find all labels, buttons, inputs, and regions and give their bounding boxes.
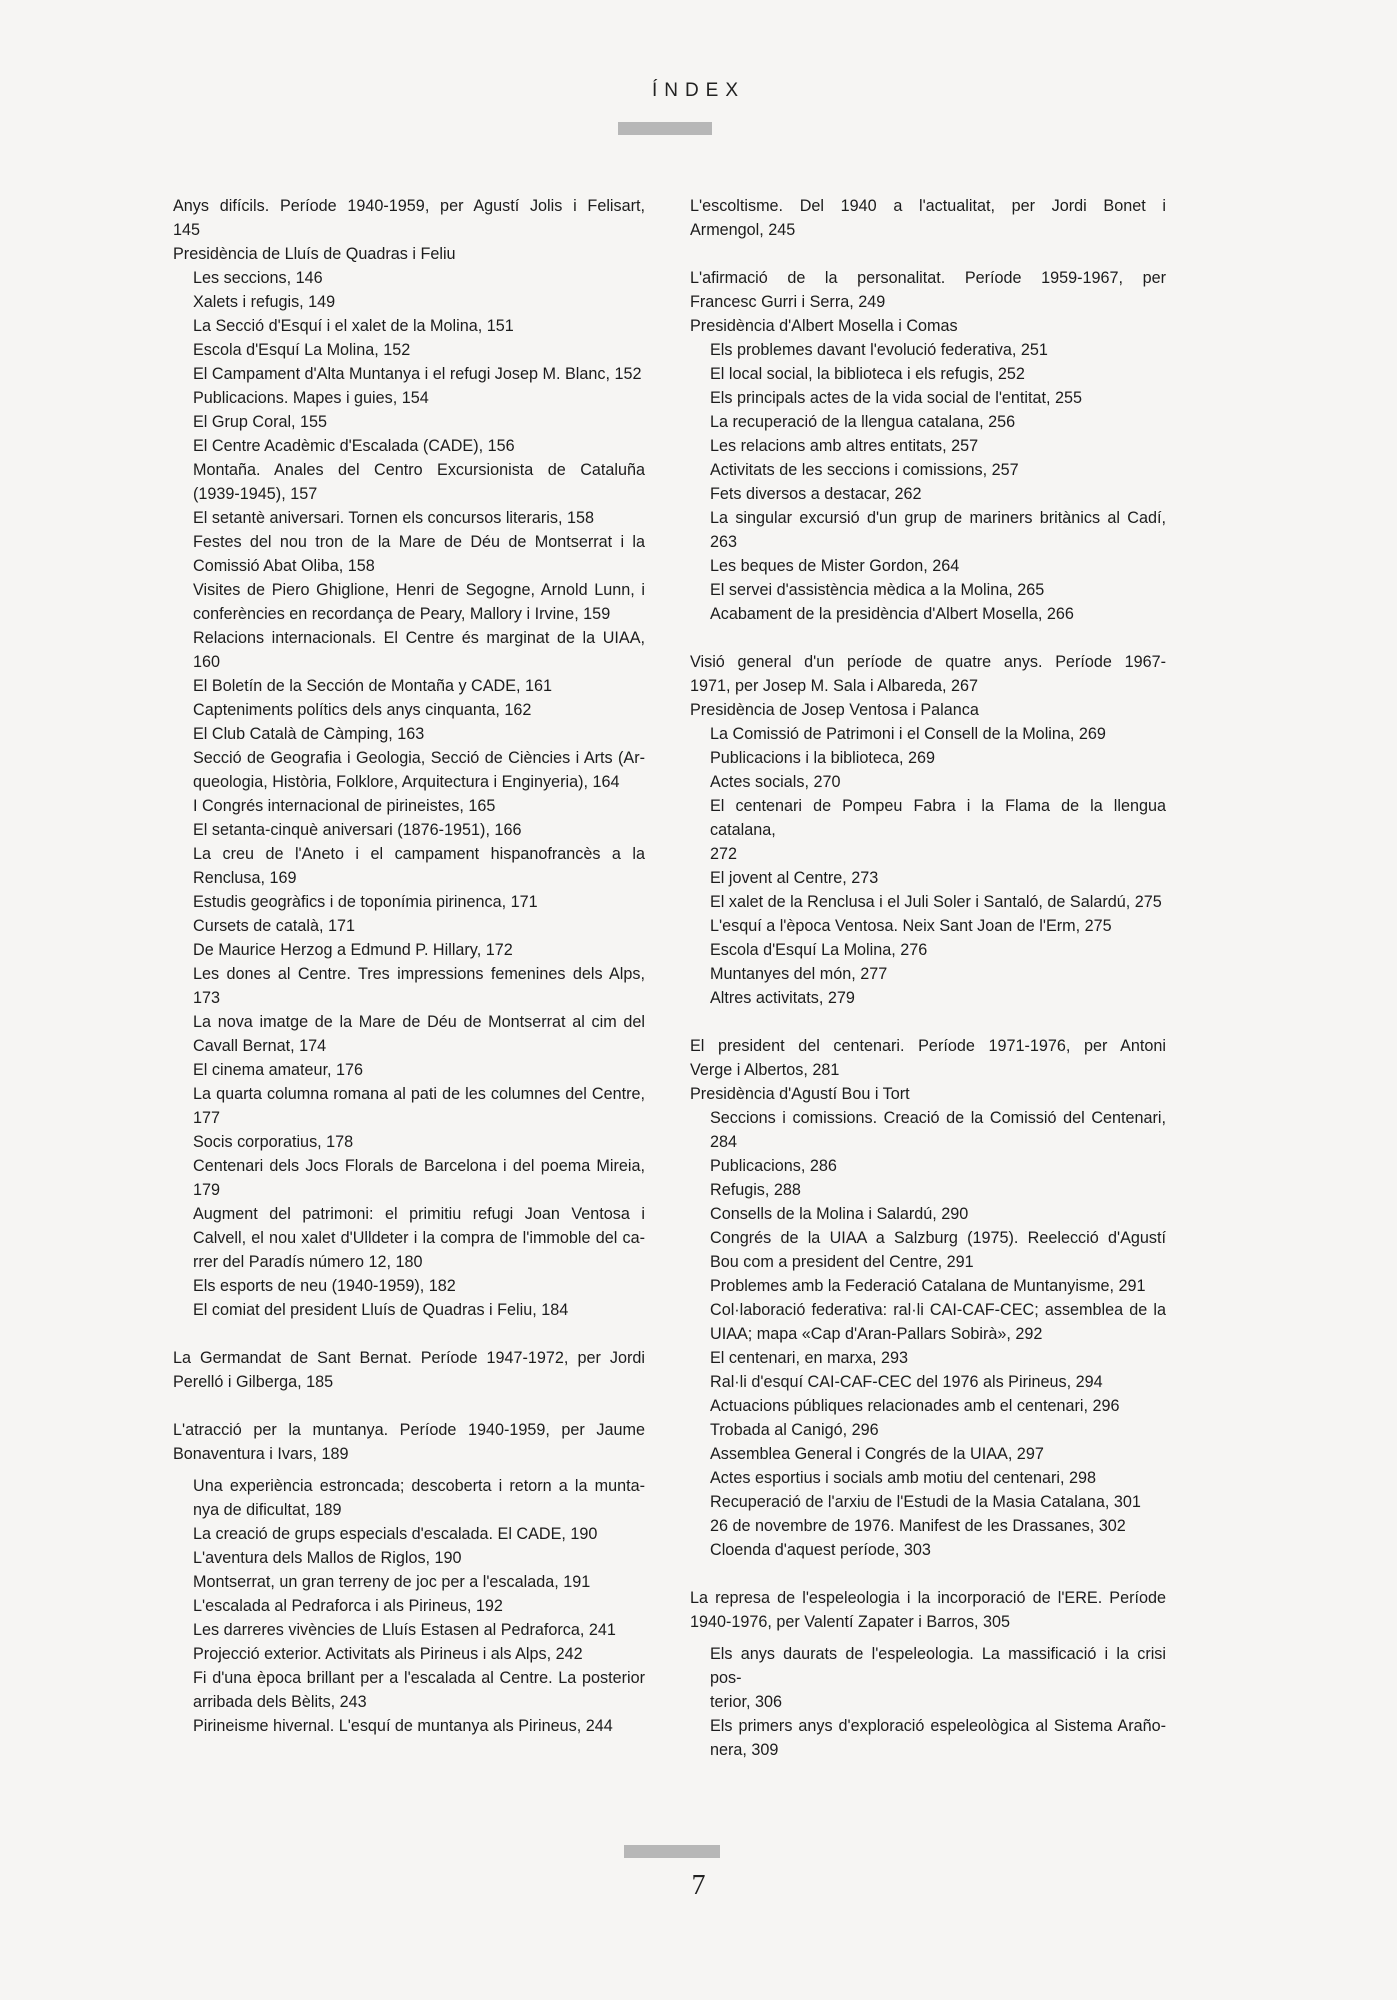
entry-line: Projecció exterior. Activitats als Pirineus i als Alps, 242 bbox=[193, 1645, 583, 1663]
entry-line: La nova imatge de la Mare de Déu de Montserrat al cim del bbox=[193, 1013, 645, 1031]
toc-entry bbox=[710, 962, 1166, 986]
entry-line: Relacions internacionals. El Centre és marginat de la UIAA, bbox=[193, 629, 645, 647]
entry-line: 284 bbox=[710, 1133, 738, 1151]
entry-line: El Grup Coral, 155 bbox=[193, 413, 328, 431]
section-heading bbox=[690, 1034, 1166, 1082]
entry-line: La creació de grups especials d'escalada. El CADE, 190 bbox=[193, 1525, 598, 1543]
entry-line: Recuperació de l'arxiu de l'Estudi de la Masia Catalana, 301 bbox=[710, 1493, 1141, 1511]
section-heading bbox=[690, 1586, 1166, 1634]
toc-entries bbox=[690, 1106, 1166, 1562]
toc-entry bbox=[193, 290, 645, 314]
entry-line: Cursets de català, 171 bbox=[193, 917, 355, 935]
toc-entry bbox=[193, 1130, 645, 1154]
toc-entry bbox=[193, 1618, 645, 1642]
entry-line: El setanta-cinquè aniversari (1876-1951), 166 bbox=[193, 821, 522, 839]
heading-line: Visió general d'un període de quatre anys. Període 1967- bbox=[690, 653, 1166, 671]
section-heading bbox=[173, 194, 645, 242]
toc-entry bbox=[710, 890, 1166, 914]
heading-line: L'afirmació de la personalitat. Període 1959-1967, per bbox=[690, 269, 1166, 287]
toc-entry bbox=[710, 1202, 1166, 1226]
entry-line: Publicacions. Mapes i guies, 154 bbox=[193, 389, 429, 407]
entry-line: Altres activitats, 279 bbox=[710, 989, 855, 1007]
entry-line: Augment del patrimoni: el primitiu refugi Joan Ventosa i bbox=[193, 1205, 645, 1223]
heading-line: Francesc Gurri i Serra, 249 bbox=[690, 293, 886, 311]
heading-line: L'escoltisme. Del 1940 a l'actualitat, per Jordi Bonet i bbox=[690, 197, 1166, 215]
toc-entry bbox=[193, 578, 645, 626]
entry-line: Montserrat, un gran terreny de joc per a l'escalada, 191 bbox=[193, 1573, 591, 1591]
right-column bbox=[690, 194, 1166, 1786]
toc-entry bbox=[710, 1514, 1166, 1538]
entry-line: Fi d'una època brillant per a l'escalada al Centre. La posterior bbox=[193, 1669, 645, 1687]
entry-line: Assemblea General i Congrés de la UIAA, 297 bbox=[710, 1445, 1044, 1463]
entry-line: Secció de Geografia i Geologia, Secció de Ciències i Arts (Ar- bbox=[193, 749, 645, 767]
entry-line: Pirineisme hivernal. L'esquí de muntanya als Pirineus, 244 bbox=[193, 1717, 613, 1735]
entry-line: Comissió Abat Oliba, 158 bbox=[193, 557, 375, 575]
entry-line: Consells de la Molina i Salardú, 290 bbox=[710, 1205, 969, 1223]
entry-line: Socis corporatius, 178 bbox=[193, 1133, 354, 1151]
entry-line: El servei d'assistència mèdica a la Molina, 265 bbox=[710, 581, 1045, 599]
presidency-subheading: Presidència d'Albert Mosella i Comas bbox=[690, 317, 958, 335]
toc-entry bbox=[193, 1154, 645, 1202]
toc-entries bbox=[690, 722, 1166, 1010]
toc-entry bbox=[193, 962, 645, 1010]
entry-line: Les seccions, 146 bbox=[193, 269, 323, 287]
toc-entry bbox=[710, 722, 1166, 746]
entry-line: I Congrés internacional de pirineistes, 165 bbox=[193, 797, 496, 815]
toc-entry bbox=[710, 482, 1166, 506]
entry-line: Calvell, el nou xalet d'Ulldeter i la compra de l'immoble del ca- bbox=[193, 1229, 645, 1247]
toc-entry bbox=[193, 890, 645, 914]
toc-entry bbox=[193, 1570, 645, 1594]
entry-line: Els anys daurats de l'espeleologia. La massificació i la crisi pos- bbox=[710, 1645, 1166, 1687]
heading-line: La Germandat de Sant Bernat. Període 1947-1972, per Jordi bbox=[173, 1349, 645, 1367]
heading-line: Armengol, 245 bbox=[690, 221, 796, 239]
toc-entry bbox=[193, 506, 645, 530]
entry-line: Centenari dels Jocs Florals de Barcelona i del poema Mireia, bbox=[193, 1157, 645, 1175]
entry-line: Les relacions amb altres entitats, 257 bbox=[710, 437, 979, 455]
entry-line: 179 bbox=[193, 1181, 221, 1199]
section-heading bbox=[690, 266, 1166, 314]
entry-line: El Centre Acadèmic d'Escalada (CADE), 156 bbox=[193, 437, 515, 455]
toc-entry bbox=[193, 338, 645, 362]
entry-line: Les beques de Mister Gordon, 264 bbox=[710, 557, 960, 575]
toc-entry bbox=[193, 458, 645, 506]
toc-entry bbox=[193, 842, 645, 890]
toc-entry bbox=[193, 1298, 645, 1322]
entry-line: Visites de Piero Ghiglione, Henri de Segogne, Arnold Lunn, i bbox=[193, 581, 645, 599]
presidency-subheading: Presidència d'Agustí Bou i Tort bbox=[690, 1085, 910, 1103]
heading-line: L'atracció per la muntanya. Període 1940-1959, per Jaume bbox=[173, 1421, 645, 1439]
toc-entry bbox=[193, 1714, 645, 1738]
toc-entry bbox=[193, 314, 645, 338]
toc-entry bbox=[710, 1714, 1166, 1762]
toc-entry bbox=[193, 386, 645, 410]
toc-entry bbox=[710, 1466, 1166, 1490]
toc-entry bbox=[193, 1202, 645, 1274]
heading-line: El president del centenari. Període 1971-1976, per Antoni bbox=[690, 1037, 1166, 1055]
entry-line: 160 bbox=[193, 653, 221, 671]
toc-entry bbox=[710, 506, 1166, 554]
toc-entry bbox=[193, 746, 645, 794]
entry-line: nera, 309 bbox=[710, 1741, 779, 1759]
toc-entry bbox=[710, 866, 1166, 890]
page-number: 7 bbox=[691, 1870, 706, 1901]
toc-entry bbox=[710, 458, 1166, 482]
toc-entry bbox=[710, 938, 1166, 962]
section-heading bbox=[690, 650, 1166, 698]
toc-entry bbox=[710, 1178, 1166, 1202]
entry-line: Les dones al Centre. Tres impressions femenines dels Alps, bbox=[193, 965, 645, 983]
entry-line: La Secció d'Esquí i el xalet de la Molina, 151 bbox=[193, 317, 514, 335]
toc-entry bbox=[710, 1154, 1166, 1178]
section-heading bbox=[173, 1418, 645, 1466]
entry-line: terior, 306 bbox=[710, 1693, 782, 1711]
toc-entry bbox=[710, 362, 1166, 386]
entry-line: Renclusa, 169 bbox=[193, 869, 297, 887]
entry-line: El local social, la biblioteca i els refugis, 252 bbox=[710, 365, 1025, 383]
toc-entry bbox=[193, 362, 645, 386]
entry-line: El cinema amateur, 176 bbox=[193, 1061, 364, 1079]
entry-line: Seccions i comissions. Creació de la Comissió del Centenari, bbox=[710, 1109, 1166, 1127]
toc-entry bbox=[710, 1370, 1166, 1394]
entry-line: queologia, Història, Folklore, Arquitectura i Enginyeria), 164 bbox=[193, 773, 620, 791]
entry-line: El setantè aniversari. Tornen els concursos literaris, 158 bbox=[193, 509, 594, 527]
entry-line: Els principals actes de la vida social de l'entitat, 255 bbox=[710, 389, 1083, 407]
toc-entry bbox=[710, 410, 1166, 434]
entry-line: El Campament d'Alta Muntanya i el refugi Josep M. Blanc, 152 bbox=[193, 365, 642, 383]
toc-entry bbox=[710, 1274, 1166, 1298]
toc-entry bbox=[193, 530, 645, 578]
entry-line: Escola d'Esquí La Molina, 152 bbox=[193, 341, 411, 359]
toc-entry bbox=[193, 434, 645, 458]
toc-entry bbox=[193, 722, 645, 746]
entry-line: Refugis, 288 bbox=[710, 1181, 801, 1199]
toc-entry bbox=[710, 338, 1166, 362]
entry-line: El xalet de la Renclusa i el Juli Soler i Santaló, de Salardú, 275 bbox=[710, 893, 1162, 911]
entry-line: Publicacions, 286 bbox=[710, 1157, 837, 1175]
entry-line: 177 bbox=[193, 1109, 221, 1127]
entry-line: Publicacions i la biblioteca, 269 bbox=[710, 749, 935, 767]
heading-line: Anys difícils. Període 1940-1959, per Agustí Jolis i Felisart, bbox=[173, 197, 645, 215]
toc-entry bbox=[193, 1642, 645, 1666]
presidency-subheading: Presidència de Lluís de Quadras i Feliu bbox=[173, 245, 456, 263]
toc-entries bbox=[690, 338, 1166, 626]
presidency-subheading: Presidència de Josep Ventosa i Palanca bbox=[690, 701, 979, 719]
entry-line: 173 bbox=[193, 989, 221, 1007]
heading-line: Verge i Albertos, 281 bbox=[690, 1061, 840, 1079]
entry-line: La creu de l'Aneto i el campament hispanofrancès a la bbox=[193, 845, 645, 863]
entry-line: Activitats de les seccions i comissions, 257 bbox=[710, 461, 1019, 479]
toc-entry bbox=[710, 1298, 1166, 1346]
toc-section bbox=[690, 1586, 1166, 1762]
toc-entry bbox=[193, 1082, 645, 1130]
entry-line: Acabament de la presidència d'Albert Mosella, 266 bbox=[710, 605, 1074, 623]
toc-entry bbox=[193, 626, 645, 674]
toc-section bbox=[173, 194, 645, 1322]
entry-line: La Comissió de Patrimoni i el Consell de la Molina, 269 bbox=[710, 725, 1106, 743]
toc-entry bbox=[710, 434, 1166, 458]
entry-line: Cavall Bernat, 174 bbox=[193, 1037, 327, 1055]
index-title: ÍNDEX bbox=[651, 80, 746, 101]
toc-entries bbox=[690, 1642, 1166, 1762]
entry-line: Festes del nou tron de la Mare de Déu de Montserrat i la bbox=[193, 533, 645, 551]
toc-entry bbox=[710, 794, 1166, 866]
toc-section bbox=[690, 266, 1166, 626]
toc-entries bbox=[173, 1474, 645, 1738]
toc-entry bbox=[193, 1666, 645, 1714]
heading-line: Bonaventura i Ivars, 189 bbox=[173, 1445, 349, 1463]
entry-line: Actes socials, 270 bbox=[710, 773, 841, 791]
entry-line: Montaña. Anales del Centro Excursionista de Cataluña bbox=[193, 461, 645, 479]
toc-entry bbox=[710, 1226, 1166, 1274]
toc-section bbox=[173, 1418, 645, 1738]
toc-entry bbox=[710, 986, 1166, 1010]
entry-line: Col·laboració federativa: ral·li CAI-CAF-CEC; assemblea de la bbox=[710, 1301, 1166, 1319]
entry-line: De Maurice Herzog a Edmund P. Hillary, 172 bbox=[193, 941, 513, 959]
toc-entry bbox=[710, 554, 1166, 578]
toc-entry bbox=[710, 1346, 1166, 1370]
toc-entry bbox=[710, 746, 1166, 770]
entry-line: Xalets i refugis, 149 bbox=[193, 293, 336, 311]
entry-line: Cloenda d'aquest període, 303 bbox=[710, 1541, 931, 1559]
entry-line: El comiat del president Lluís de Quadras i Feliu, 184 bbox=[193, 1301, 569, 1319]
entry-line: (1939-1945), 157 bbox=[193, 485, 318, 503]
toc-entry bbox=[193, 1274, 645, 1298]
entry-line: nya de dificultat, 189 bbox=[193, 1501, 342, 1519]
toc-entries bbox=[173, 266, 645, 1322]
entry-line: 263 bbox=[710, 533, 738, 551]
entry-line: Els esports de neu (1940-1959), 182 bbox=[193, 1277, 456, 1295]
toc-entry bbox=[710, 1642, 1166, 1714]
toc-entry bbox=[710, 602, 1166, 626]
entry-line: El Club Català de Càmping, 163 bbox=[193, 725, 425, 743]
toc-section bbox=[690, 1034, 1166, 1562]
toc-section bbox=[690, 194, 1166, 242]
toc-entry bbox=[710, 1418, 1166, 1442]
toc-section bbox=[690, 650, 1166, 1010]
toc-entry bbox=[193, 698, 645, 722]
entry-line: La singular excursió d'un grup de mariners britànics al Cadí, bbox=[710, 509, 1166, 527]
heading-line: Perelló i Gilberga, 185 bbox=[173, 1373, 334, 1391]
toc-entry bbox=[710, 386, 1166, 410]
toc-entry bbox=[710, 1490, 1166, 1514]
entry-line: Fets diversos a destacar, 262 bbox=[710, 485, 922, 503]
toc-entry bbox=[710, 1442, 1166, 1466]
entry-line: rrer del Paradís número 12, 180 bbox=[193, 1253, 423, 1271]
toc-entry bbox=[193, 818, 645, 842]
toc-entry bbox=[710, 1538, 1166, 1562]
footer-rule bbox=[624, 1845, 720, 1858]
entry-line: Congrés de la UIAA a Salzburg (1975). Reelecció d'Agustí bbox=[710, 1229, 1166, 1247]
left-column bbox=[173, 194, 645, 1762]
entry-line: Els primers anys d'exploració espeleològica al Sistema Araño- bbox=[710, 1717, 1166, 1735]
entry-line: Muntanyes del món, 277 bbox=[710, 965, 888, 983]
heading-line: 1940-1976, per Valentí Zapater i Barros, 305 bbox=[690, 1613, 1011, 1631]
entry-line: L'escalada al Pedraforca i als Pirineus, 192 bbox=[193, 1597, 503, 1615]
entry-line: Actes esportius i socials amb motiu del centenari, 298 bbox=[710, 1469, 1096, 1487]
entry-line: Trobada al Canigó, 296 bbox=[710, 1421, 879, 1439]
entry-line: Escola d'Esquí La Molina, 276 bbox=[710, 941, 928, 959]
section-heading bbox=[173, 1346, 645, 1394]
toc-entry bbox=[193, 410, 645, 434]
toc-entry bbox=[193, 1474, 645, 1522]
toc-entry bbox=[193, 794, 645, 818]
section-heading bbox=[690, 194, 1166, 242]
entry-line: L'esquí a l'època Ventosa. Neix Sant Joan de l'Erm, 275 bbox=[710, 917, 1112, 935]
toc-entry bbox=[710, 770, 1166, 794]
entry-line: Estudis geogràfics i de toponímia pirinenca, 171 bbox=[193, 893, 538, 911]
header-rule bbox=[618, 122, 712, 135]
entry-line: UIAA; mapa «Cap d'Aran-Pallars Sobirà», 292 bbox=[710, 1325, 1043, 1343]
heading-line: 1971, per Josep M. Sala i Albareda, 267 bbox=[690, 677, 978, 695]
entry-line: Una experiència estroncada; descoberta i retorn a la munta- bbox=[193, 1477, 645, 1495]
entry-line: La recuperació de la llengua catalana, 256 bbox=[710, 413, 1016, 431]
entry-line: Els problemes davant l'evolució federativa, 251 bbox=[710, 341, 1048, 359]
entry-line: arribada dels Bèlits, 243 bbox=[193, 1693, 367, 1711]
toc-entry bbox=[710, 1394, 1166, 1418]
entry-line: L'aventura dels Mallos de Riglos, 190 bbox=[193, 1549, 462, 1567]
entry-line: La quarta columna romana al pati de les columnes del Centre, bbox=[193, 1085, 645, 1103]
toc-entry bbox=[193, 1058, 645, 1082]
entry-line: Les darreres vivències de Lluís Estasen al Pedraforca, 241 bbox=[193, 1621, 616, 1639]
entry-line: El centenari de Pompeu Fabra i la Flama de la llengua catalana, bbox=[710, 797, 1166, 839]
entry-line: Capteniments polítics dels anys cinquanta, 162 bbox=[193, 701, 532, 719]
entry-line: 272 bbox=[710, 845, 738, 863]
entry-line: Problemes amb la Federació Catalana de Muntanyisme, 291 bbox=[710, 1277, 1146, 1295]
heading-line: 145 bbox=[173, 221, 201, 239]
entry-line: conferències en recordança de Peary, Mallory i Irvine, 159 bbox=[193, 605, 611, 623]
entry-line: Actuacions públiques relacionades amb el centenari, 296 bbox=[710, 1397, 1120, 1415]
toc-entry bbox=[193, 1546, 645, 1570]
toc-entry bbox=[193, 1594, 645, 1618]
toc-entry bbox=[193, 938, 645, 962]
toc-entry bbox=[710, 578, 1166, 602]
toc-entry bbox=[710, 1106, 1166, 1154]
toc-entry bbox=[710, 914, 1166, 938]
toc-entry bbox=[193, 1522, 645, 1546]
entry-line: Bou com a president del Centre, 291 bbox=[710, 1253, 974, 1271]
entry-line: 26 de novembre de 1976. Manifest de les Drassanes, 302 bbox=[710, 1517, 1126, 1535]
entry-line: El jovent al Centre, 273 bbox=[710, 869, 879, 887]
toc-section bbox=[173, 1346, 645, 1394]
entry-line: Ral·li d'esquí CAI-CAF-CEC del 1976 als Pirineus, 294 bbox=[710, 1373, 1103, 1391]
toc-entry bbox=[193, 266, 645, 290]
heading-line: La represa de l'espeleologia i la incorporació de l'ERE. Període bbox=[690, 1589, 1166, 1607]
entry-line: El Boletín de la Sección de Montaña y CADE, 161 bbox=[193, 677, 553, 695]
toc-entry bbox=[193, 914, 645, 938]
entry-line: El centenari, en marxa, 293 bbox=[710, 1349, 908, 1367]
toc-entry bbox=[193, 1010, 645, 1058]
toc-entry bbox=[193, 674, 645, 698]
